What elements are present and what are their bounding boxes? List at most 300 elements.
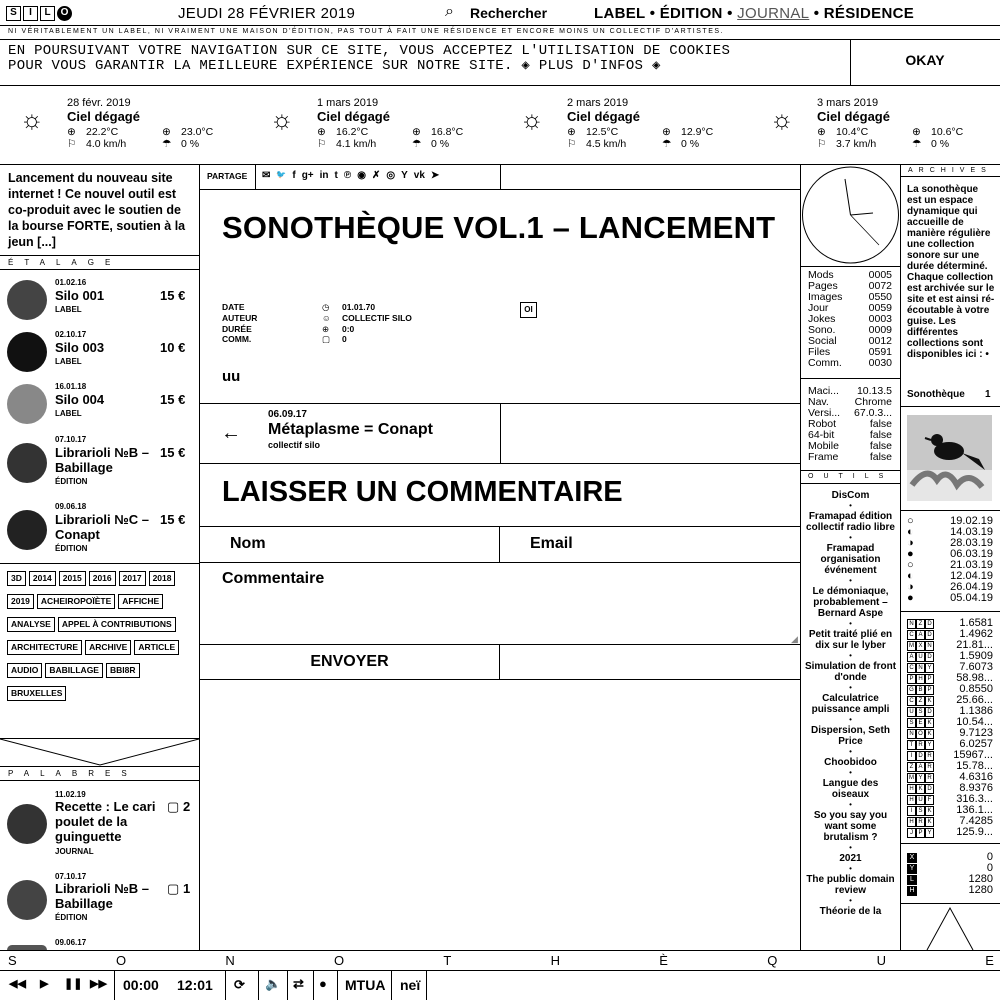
tool-link[interactable]: Le démoniaque, probablement – Bernard Aspe bbox=[812, 586, 889, 619]
weather-date: 2 mars 2019 bbox=[567, 97, 629, 109]
meta-badge[interactable]: OI bbox=[520, 302, 537, 318]
tag[interactable]: ACHEIROPOÏÈTE bbox=[37, 594, 115, 609]
sys-label: 64-bit bbox=[808, 429, 835, 441]
prev-title: Métaplasme = Conapt bbox=[268, 421, 433, 438]
whatsapp-share-icon[interactable]: ◎ bbox=[386, 170, 396, 181]
currency-value: 25.66... bbox=[956, 694, 993, 706]
bullet: • bbox=[849, 800, 852, 809]
product-name: Silo 003 bbox=[55, 340, 105, 355]
stat-value: 0030 bbox=[868, 357, 892, 369]
post-thumbnail bbox=[7, 804, 47, 844]
stat-label: Jokes bbox=[808, 313, 836, 325]
comment-icon: ▢ bbox=[322, 334, 331, 345]
moon-icon: ● bbox=[907, 548, 914, 560]
audio-player bbox=[0, 971, 1000, 1000]
weather-condition: Ciel dégagé bbox=[67, 109, 140, 124]
currency-value: 15967... bbox=[953, 749, 993, 761]
tag[interactable]: BBI8R bbox=[106, 663, 140, 678]
cookie-line1: EN POURSUIVANT VOTRE NAVIGATION SUR CE SITE, VOUS ACCEPTEZ L'UTILISATION DE COOKIES bbox=[8, 43, 731, 59]
bullet: • bbox=[849, 576, 852, 585]
comment-form-title: LAISSER UN COMMENTAIRE bbox=[222, 476, 623, 508]
currency-code: S E K bbox=[907, 718, 934, 728]
moon-date: 26.04.19 bbox=[950, 581, 993, 593]
search-input[interactable]: Rechercher bbox=[470, 5, 548, 21]
product-name: Librarioli №B – Babillage bbox=[55, 445, 149, 475]
temp-low-icon: ⊕ bbox=[67, 126, 76, 138]
temp-high-icon: ⊕ bbox=[162, 126, 171, 138]
stat-value: 0591 bbox=[868, 346, 892, 358]
size-value: 0 bbox=[986, 851, 993, 863]
product-date: 16.01.18 bbox=[55, 382, 87, 391]
post-item[interactable] bbox=[0, 790, 199, 860]
tag[interactable]: 2019 bbox=[7, 594, 34, 609]
arrow-left-icon: ← bbox=[221, 422, 241, 444]
currency-value: 0.8550 bbox=[959, 683, 993, 695]
bullet: • bbox=[849, 619, 852, 628]
nav-separator: • bbox=[727, 5, 733, 22]
main-nav bbox=[594, 5, 914, 22]
stat-label: Jour bbox=[808, 302, 829, 314]
stat-label: Pages bbox=[808, 280, 838, 292]
post-date: 09.06.17 bbox=[55, 938, 87, 947]
email-share-icon[interactable]: ✉ bbox=[262, 170, 271, 181]
comment-icon: ▢ bbox=[167, 799, 180, 814]
user-icon: ☺ bbox=[322, 312, 331, 323]
tool-link[interactable]: Simulation de front d'onde bbox=[804, 661, 897, 683]
moon-row bbox=[907, 593, 993, 604]
product-thumbnail bbox=[7, 384, 47, 424]
share-icons bbox=[262, 170, 439, 181]
tag[interactable]: 2015 bbox=[59, 571, 86, 586]
prev-article-link[interactable] bbox=[199, 404, 500, 463]
prev-author: collectif silo bbox=[268, 440, 321, 450]
weather-rain: 0 % bbox=[681, 138, 700, 150]
tag[interactable]: ARCHITECTURE bbox=[7, 640, 82, 655]
tag[interactable]: APPEL À CONTRIBUTIONS bbox=[58, 617, 176, 632]
nav-edition[interactable]: ÉDITION bbox=[659, 5, 723, 22]
currency-value: 125.9... bbox=[956, 826, 993, 838]
stat-label: Mods bbox=[808, 269, 834, 281]
temp-low-icon: ⊕ bbox=[317, 126, 326, 138]
currency-code: I S K bbox=[907, 806, 934, 816]
tag-cloud bbox=[7, 567, 197, 737]
wind-icon: ⚐ bbox=[567, 138, 577, 150]
pause-icon[interactable]: ❚❚ bbox=[64, 978, 83, 990]
intro-text[interactable]: Lancement du nouveau site internet ! Ce nouvel outil est co-produit avec le soutien de la bourse FORTE, soutien à la jeun [...] bbox=[8, 171, 186, 249]
weather-rain: 0 % bbox=[431, 138, 450, 150]
product-thumbnail bbox=[7, 510, 47, 550]
tag[interactable]: BRUXELLES bbox=[7, 686, 66, 701]
weather-temp-high: 10.6°C bbox=[931, 126, 964, 138]
sys-row bbox=[808, 452, 892, 463]
tag[interactable]: ANALYSE bbox=[7, 617, 55, 632]
bullet: • bbox=[849, 501, 852, 510]
size-row bbox=[907, 852, 993, 863]
more-info-link[interactable]: PLUS D'INFOS bbox=[538, 58, 644, 74]
sys-label: Frame bbox=[808, 451, 839, 463]
logo-letter: I bbox=[23, 6, 38, 21]
rain-icon: ☂ bbox=[162, 138, 172, 150]
product-type: ÉDITION bbox=[55, 544, 88, 553]
nav-journal[interactable]: JOURNAL bbox=[737, 5, 810, 22]
meta-duration-key: DURÉE bbox=[222, 323, 252, 334]
current-date: JEUDI 28 FÉVRIER 2019 bbox=[178, 5, 356, 22]
weather-condition: Ciel dégagé bbox=[317, 109, 390, 124]
product-name: Librarioli №C – Conapt bbox=[55, 512, 149, 542]
currency-code: N Z D bbox=[907, 619, 934, 629]
sun-icon: ☼ bbox=[520, 104, 544, 134]
resize-handle-icon[interactable]: ◢ bbox=[791, 634, 798, 644]
banner-letter: O bbox=[115, 953, 127, 968]
post-thumbnail bbox=[7, 880, 47, 920]
sys-value: false bbox=[869, 418, 892, 430]
tool-link[interactable]: DisCom bbox=[831, 490, 870, 501]
silo-logo[interactable] bbox=[6, 6, 72, 21]
bullet: • bbox=[849, 715, 852, 724]
product-type: ÉDITION bbox=[55, 477, 88, 486]
share-label: PARTAGE bbox=[207, 171, 248, 181]
play-icon[interactable]: ▶ bbox=[40, 978, 49, 990]
moon-icon: ○ bbox=[907, 559, 914, 571]
bullet: • bbox=[849, 683, 852, 692]
bullet: • bbox=[849, 896, 852, 905]
stat-value: 0072 bbox=[868, 280, 892, 292]
stat-label: Images bbox=[808, 291, 843, 303]
vk-share-icon[interactable]: vk bbox=[413, 170, 425, 181]
linkedin-share-icon[interactable]: in bbox=[319, 170, 329, 181]
bullet: • bbox=[849, 747, 852, 756]
twitter-share-icon[interactable]: 🐦 bbox=[276, 170, 287, 179]
stat-value: 0005 bbox=[868, 269, 892, 281]
product-item[interactable] bbox=[0, 330, 199, 382]
nav-separator: • bbox=[813, 5, 820, 22]
temp-low-icon: ⊕ bbox=[567, 126, 576, 138]
currency-code: H U F bbox=[907, 795, 934, 805]
weather-temp-high: 12.9°C bbox=[681, 126, 714, 138]
triangle-decoration bbox=[901, 904, 1000, 950]
comment-textarea[interactable]: Commentaire bbox=[222, 570, 325, 587]
post-title: Recette : Le cari poulet de la guinguette bbox=[55, 799, 156, 844]
archive-link[interactable]: Sonothèque bbox=[907, 389, 965, 400]
temp-low-icon: ⊕ bbox=[817, 126, 826, 138]
temp-high-icon: ⊕ bbox=[412, 126, 421, 138]
nav-label[interactable]: LABEL bbox=[594, 5, 646, 22]
track-name-secondary[interactable]: neï bbox=[400, 977, 421, 993]
weather-condition: Ciel dégagé bbox=[817, 109, 890, 124]
weather-rain: 0 % bbox=[181, 138, 200, 150]
sys-value: false bbox=[869, 429, 892, 441]
moon-icon: ● bbox=[907, 592, 914, 604]
banner-letter: H bbox=[550, 953, 560, 968]
stat-label: Comm. bbox=[808, 357, 842, 369]
temp-high-icon: ⊕ bbox=[912, 126, 921, 138]
product-item[interactable] bbox=[0, 435, 199, 500]
tool-link[interactable]: Calculatrice puissance ampli bbox=[811, 693, 890, 715]
currency-code: H K D bbox=[907, 784, 934, 794]
product-item[interactable] bbox=[0, 278, 199, 330]
stat-value: 0012 bbox=[868, 335, 892, 347]
currency-rates bbox=[907, 618, 993, 838]
tool-link[interactable]: Petit traité plié en dix sur le lyber bbox=[808, 629, 893, 651]
product-thumbnail bbox=[7, 280, 47, 320]
weather-temp-low: 12.5°C bbox=[586, 126, 619, 138]
currency-value: 9.7123 bbox=[959, 727, 993, 739]
tag[interactable]: 3D bbox=[7, 571, 26, 586]
cookie-line2: POUR VOUS GARANTIR LA MEILLEURE EXPÉRIENCE SUR NOTRE SITE. bbox=[8, 58, 513, 74]
email-field[interactable]: Email bbox=[530, 535, 573, 552]
outils-title: OUTILS bbox=[808, 473, 894, 480]
wind-icon: ⚐ bbox=[817, 138, 827, 150]
meta-comments: 0 bbox=[342, 334, 347, 345]
loop-icon[interactable]: ⟳ bbox=[234, 977, 245, 992]
stat-value: 0550 bbox=[868, 291, 892, 303]
bird-image bbox=[907, 415, 992, 501]
currency-value: 136.1... bbox=[956, 804, 993, 816]
meta-date: 01.01.70 bbox=[342, 302, 376, 312]
product-price: 15 € bbox=[160, 392, 186, 407]
sys-label: Versi... bbox=[808, 407, 841, 419]
currency-code: C Z K bbox=[907, 696, 934, 706]
moon-icon: ◑ bbox=[907, 581, 914, 593]
current-time: 00:00 bbox=[123, 977, 159, 993]
moon-date: 06.03.19 bbox=[950, 548, 993, 560]
tumblr-share-icon[interactable]: t bbox=[334, 170, 338, 181]
currency-code: Z A R bbox=[907, 762, 934, 772]
sun-icon: ☼ bbox=[770, 104, 794, 134]
track-name[interactable]: MTUA bbox=[345, 977, 386, 993]
sys-label: Mobile bbox=[808, 440, 839, 452]
tool-link[interactable]: So you say you want some brutalism ? bbox=[813, 810, 888, 843]
size-value: 1280 bbox=[968, 873, 993, 885]
moon-icon: ○ bbox=[907, 515, 914, 527]
weather-temp-low: 16.2°C bbox=[336, 126, 369, 138]
rewind-icon[interactable]: ◀◀ bbox=[9, 978, 26, 990]
moon-icon: ◐ bbox=[907, 526, 914, 538]
stat-value: 0009 bbox=[868, 324, 892, 336]
currency-code: C N Y bbox=[907, 663, 934, 673]
tag[interactable]: BABILLAGE bbox=[45, 663, 103, 678]
article-body: uu bbox=[222, 368, 241, 385]
post-date: 11.02.19 bbox=[55, 790, 86, 799]
search-icon[interactable]: ⌕ bbox=[445, 3, 454, 20]
sys-value: 67.0.3... bbox=[854, 407, 892, 419]
bullet: • bbox=[849, 843, 852, 852]
currency-code: I D R bbox=[907, 751, 934, 761]
currency-value: 316.3... bbox=[956, 793, 993, 805]
cookie-okay-button[interactable]: OKAY bbox=[905, 52, 945, 68]
product-price: 15 € bbox=[160, 445, 186, 460]
wind-icon: ⚐ bbox=[317, 138, 327, 150]
ycombinator-share-icon[interactable]: Y bbox=[401, 170, 408, 181]
pinterest-share-icon[interactable]: ℗ bbox=[343, 170, 352, 181]
tag[interactable]: 2018 bbox=[149, 571, 176, 586]
moon-date: 05.04.19 bbox=[950, 592, 993, 604]
tag[interactable]: ARTICLE bbox=[134, 640, 179, 655]
weather-temp-high: 23.0°C bbox=[181, 126, 214, 138]
product-price: 15 € bbox=[160, 512, 186, 527]
sys-label: Robot bbox=[808, 418, 837, 430]
moon-icon: ◐ bbox=[907, 570, 914, 582]
product-price: 15 € bbox=[160, 288, 186, 303]
article-meta bbox=[222, 302, 257, 345]
moon-phases bbox=[907, 516, 993, 604]
moon-date: 14.03.19 bbox=[950, 526, 993, 538]
weather-date: 3 mars 2019 bbox=[817, 97, 879, 109]
fast-forward-icon[interactable]: ▶▶ bbox=[90, 978, 107, 990]
bullet: • bbox=[849, 651, 852, 660]
weather-wind: 4.5 km/h bbox=[586, 138, 627, 150]
product-name: Silo 001 bbox=[55, 288, 105, 303]
tag[interactable]: 2017 bbox=[119, 571, 146, 586]
banner-letter: S bbox=[8, 953, 17, 968]
record-icon[interactable]: ● bbox=[319, 976, 327, 991]
tag[interactable]: AFFICHE bbox=[118, 594, 163, 609]
moon-icon: ◑ bbox=[907, 537, 914, 549]
rain-icon: ☂ bbox=[912, 138, 922, 150]
xing-share-icon[interactable]: ✗ bbox=[372, 170, 381, 181]
stat-row bbox=[808, 358, 892, 369]
post-type: JOURNAL bbox=[55, 847, 94, 856]
rain-icon: ☂ bbox=[662, 138, 672, 150]
product-item[interactable] bbox=[0, 382, 199, 434]
bullet: • bbox=[849, 533, 852, 542]
bullet: • bbox=[849, 864, 852, 873]
stat-label: Social bbox=[808, 335, 837, 347]
moon-date: 12.04.19 bbox=[950, 570, 993, 582]
tag[interactable]: 2016 bbox=[89, 571, 116, 586]
currency-code: U S D bbox=[907, 707, 934, 717]
tool-link[interactable]: Théorie de la bbox=[819, 906, 882, 917]
tool-link[interactable]: Framapad organisation événement bbox=[820, 543, 881, 576]
weather-wind: 3.7 km/h bbox=[836, 138, 877, 150]
article-meta-values bbox=[342, 302, 412, 345]
currency-value: 1.5909 bbox=[959, 650, 993, 662]
product-date: 02.10.17 bbox=[55, 330, 87, 339]
tool-link[interactable]: Langue des oiseaux bbox=[822, 778, 879, 800]
weather-date: 1 mars 2019 bbox=[317, 97, 379, 109]
palabres-title: PALABRES bbox=[8, 769, 138, 778]
currency-code: H R K bbox=[907, 817, 934, 827]
tag[interactable]: AUDIO bbox=[7, 663, 42, 678]
rain-icon: ☂ bbox=[412, 138, 422, 150]
name-field[interactable]: Nom bbox=[230, 535, 266, 552]
volume-icon[interactable]: 🔈 bbox=[265, 976, 282, 991]
article-title: SONOTHÈQUE VOL.1 – LANCEMENT bbox=[222, 210, 776, 245]
post-comment-count: 1 bbox=[183, 881, 191, 896]
currency-code: P H P bbox=[907, 674, 934, 684]
tools-list bbox=[804, 490, 897, 948]
sys-value: 10.13.5 bbox=[856, 385, 892, 397]
logo-letter: O bbox=[57, 6, 72, 21]
archives-text: La sonothèque est un espace dynamique qui accueille de manière régulière une collection sonore sur une durée déterminé. Chaque collection est archivée sur le site et est ainsi ré-écoutable à votre guise. Les différentes collections sont disponibles ici : • bbox=[907, 184, 995, 360]
meta-author[interactable]: COLLECTIF SILO bbox=[342, 312, 412, 323]
meta-comments-key: COMM. bbox=[222, 334, 252, 345]
comment-icon: ▢ bbox=[167, 881, 180, 896]
clock-icon: ◷ bbox=[322, 302, 330, 312]
shuffle-icon[interactable]: ⇄ bbox=[293, 976, 304, 991]
weather-wind: 4.0 km/h bbox=[86, 138, 127, 150]
system-info bbox=[808, 386, 892, 463]
currency-value: 1.4962 bbox=[959, 628, 993, 640]
product-item[interactable] bbox=[0, 502, 199, 562]
sun-icon: ☼ bbox=[270, 104, 294, 134]
product-thumbnail bbox=[7, 332, 47, 372]
expand-chevron[interactable] bbox=[0, 738, 199, 766]
tool-link[interactable]: Framapad édition collectif radio libre bbox=[806, 511, 895, 533]
banner-letter: Q bbox=[767, 953, 778, 968]
currency-value: 58.98... bbox=[956, 672, 993, 684]
moon-date: 21.03.19 bbox=[950, 559, 993, 571]
tool-link[interactable]: Choobidoo bbox=[824, 757, 877, 768]
banner-letter: E bbox=[985, 953, 994, 968]
wind-icon: ⚐ bbox=[67, 138, 77, 150]
tagline: NI VÉRITABLEMENT UN LABEL, NI VRAIMENT UNE MAISON D'ÉDITION, PAS TOUT À FAIT UNE RÉSIDENCE ET ENCORE MOINS UN COLLECTIF D'ARTISTES. bbox=[8, 28, 724, 35]
nav-residence[interactable]: RÉSIDENCE bbox=[823, 5, 915, 22]
currency-row bbox=[907, 827, 993, 838]
currency-code: T R Y bbox=[907, 740, 934, 750]
product-price: 10 € bbox=[160, 340, 186, 355]
archive-count: 1 bbox=[985, 389, 991, 400]
temp-high-icon: ⊕ bbox=[662, 126, 671, 138]
currency-code: A U D bbox=[907, 652, 934, 662]
diamond-icon: ◈ bbox=[521, 58, 531, 74]
stat-label: Files bbox=[808, 346, 831, 358]
tool-link[interactable]: Dispersion, Seth Price bbox=[811, 725, 890, 747]
prev-date: 06.09.17 bbox=[268, 409, 307, 420]
meta-date-key: DATE bbox=[222, 302, 245, 312]
currency-code: N O K bbox=[907, 729, 934, 739]
weather-wind: 4.1 km/h bbox=[336, 138, 377, 150]
currency-code: J P Y bbox=[907, 828, 934, 838]
product-type: LABEL bbox=[55, 305, 82, 314]
post-title: Librarioli №B – Babillage bbox=[55, 881, 149, 911]
reddit-share-icon[interactable]: ◉ bbox=[357, 170, 366, 181]
weather-strip bbox=[0, 86, 1000, 164]
telegram-share-icon[interactable]: ➤ bbox=[430, 170, 440, 181]
sys-label: Nav. bbox=[808, 396, 829, 408]
product-date: 07.10.17 bbox=[55, 435, 87, 444]
send-button[interactable]: ENVOYER bbox=[310, 653, 389, 670]
sys-value: Chrome bbox=[854, 396, 892, 408]
tool-link[interactable]: 2021 bbox=[839, 853, 862, 864]
post-type: ÉDITION bbox=[55, 913, 88, 922]
currency-code: M X N bbox=[907, 641, 934, 651]
weather-date: 28 févr. 2019 bbox=[67, 97, 131, 109]
analog-clock bbox=[801, 165, 900, 265]
sun-icon: ☼ bbox=[20, 104, 44, 134]
currency-value: 4.6316 bbox=[959, 771, 993, 783]
product-type: LABEL bbox=[55, 409, 82, 418]
tool-link[interactable]: The public domain review bbox=[806, 874, 895, 896]
currency-value: 21.81... bbox=[956, 639, 993, 651]
currency-code: M Y R bbox=[907, 773, 934, 783]
logo-letter: S bbox=[6, 6, 21, 21]
tag[interactable]: 2014 bbox=[29, 571, 56, 586]
google-plus-share-icon[interactable]: g+ bbox=[301, 170, 314, 181]
tag[interactable]: ARCHIVE bbox=[85, 640, 131, 655]
logo-letter: L bbox=[40, 6, 55, 21]
size-row bbox=[907, 885, 993, 896]
post-item[interactable] bbox=[0, 872, 199, 927]
etalage-title: ÉTALAGE bbox=[8, 258, 122, 267]
nav-separator: • bbox=[649, 5, 656, 22]
meta-author-key: AUTEUR bbox=[222, 312, 258, 323]
banner-letter: U bbox=[876, 953, 886, 968]
weather-temp-low: 22.2°C bbox=[86, 126, 119, 138]
facebook-share-icon[interactable]: f bbox=[292, 170, 296, 181]
site-stats bbox=[808, 270, 892, 369]
moon-date: 19.02.19 bbox=[950, 515, 993, 527]
